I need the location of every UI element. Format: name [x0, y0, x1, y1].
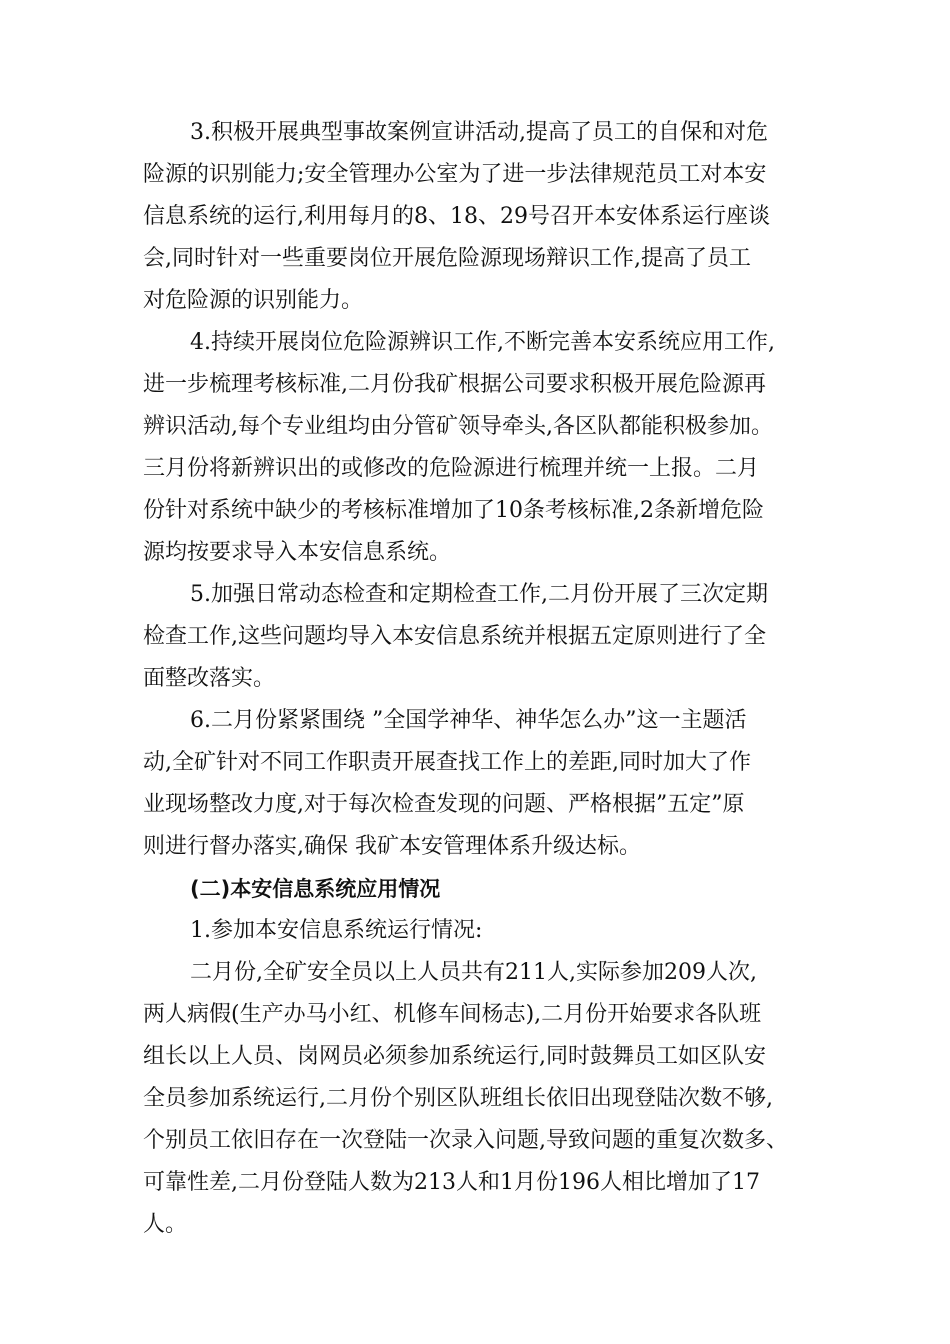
- paragraph-7-line-4: 全员参加系统运行,二月份个别区队班组长依旧出现登陆次数不够,: [143, 1086, 773, 1111]
- paragraph-3-line-1: 3.积极开展典型事故案例宣讲活动,提高了员工的自保和对危: [190, 120, 768, 145]
- paragraph-6-line-4: 则进行督办落实,确保 我矿本安管理体系升级达标。: [143, 834, 641, 859]
- paragraph-3-line-4: 会,同时针对一些重要岗位开展危险源现场辩识工作,提高了员工: [143, 246, 751, 271]
- paragraph-5-line-3: 面整改落实。: [143, 666, 276, 691]
- paragraph-4-line-3: 辨识活动,每个专业组均由分管矿领导牵头,各区队都能积极参加。: [143, 414, 773, 439]
- paragraph-5-line-1: 5.加强日常动态检查和定期检查工作,二月份开展了三次定期: [190, 582, 768, 607]
- paragraph-6-line-1: 6.二月份紧紧围绕 ”全国学神华、神华怎么办”这一主题活: [190, 708, 747, 733]
- paragraph-7-line-7: 人。: [143, 1212, 188, 1237]
- paragraph-4-line-4: 三月份将新辨识出的或修改的危险源进行梳理并统一上报。二月: [143, 456, 760, 481]
- paragraph-5-line-2: 检查工作,这些问题均导入本安信息系统并根据五定原则进行了全: [143, 624, 766, 649]
- paragraph-6-line-3: 业现场整改力度,对于每次检查发现的问题、严格根据”五定”原: [143, 792, 745, 817]
- paragraph-4-line-5: 份针对系统中缺少的考核标准增加了10条考核标准,2条新增危险: [143, 498, 764, 523]
- subsection-title: 1.参加本安信息系统运行情况:: [190, 918, 483, 943]
- paragraph-3-line-5: 对危险源的识别能力。: [143, 288, 364, 313]
- paragraph-4-line-2: 进一步梳理考核标准,二月份我矿根据公司要求积极开展危险源再: [143, 372, 766, 397]
- section-heading: (二)本安信息系统应用情况: [190, 877, 441, 901]
- paragraph-7-line-3: 组长以上人员、岗网员必须参加系统运行,同时鼓舞员工如区队安: [143, 1044, 766, 1069]
- paragraph-7-line-2: 两人病假(生产办马小红、机修车间杨志),二月份开始要求各队班: [143, 1002, 762, 1027]
- paragraph-7-line-6: 可靠性差,二月份登陆人数为213人和1月份196人相比增加了17: [143, 1170, 760, 1195]
- paragraph-7-line-5: 个别员工依旧存在一次登陆一次录入问题,导致问题的重复次数多、: [143, 1128, 788, 1153]
- paragraph-4-line-6: 源均按要求导入本安信息系统。: [143, 540, 452, 565]
- paragraph-4-line-1: 4.持续开展岗位危险源辨识工作,不断完善本安系统应用工作,: [190, 330, 775, 355]
- paragraph-3-line-3: 信息系统的运行,利用每月的8、18、29号召开本安体系运行座谈: [143, 204, 770, 229]
- paragraph-7-line-1: 二月份,全矿安全员以上人员共有211人,实际参加209人次,: [190, 960, 757, 985]
- paragraph-3-line-2: 险源的识别能力;安全管理办公室为了进一步法律规范员工对本安: [143, 162, 767, 187]
- paragraph-6-line-2: 动,全矿针对不同工作职责开展查找工作上的差距,同时加大了作: [143, 750, 751, 775]
